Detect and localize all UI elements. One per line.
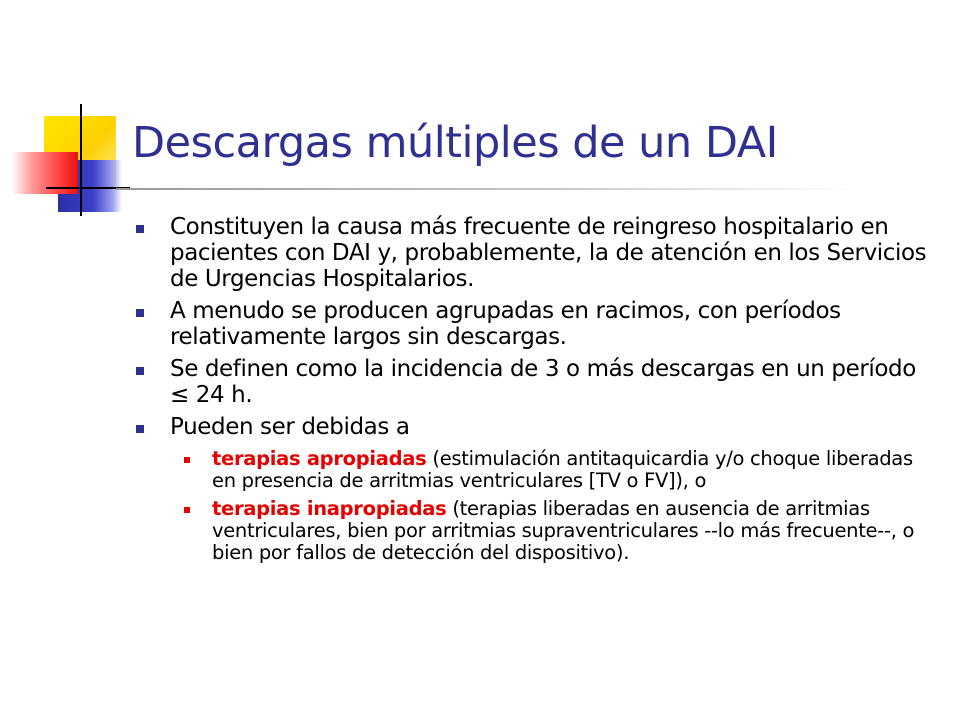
title-divider (116, 188, 856, 190)
sub-bullet-text: (estimulación antitaquicardia y/o choque liberadas en presencia de arritmias ventriculares [TV o FV]), o (212, 447, 913, 492)
bullet-text: Pueden ser debidas a (170, 414, 410, 440)
square-bullet-icon (136, 309, 144, 317)
square-bullet-icon (136, 367, 144, 375)
sub-bullet-item (176, 498, 934, 564)
bullet-text: A menudo se producen agrupadas en racimos, con períodos relativamente largos sin descargas. (170, 298, 841, 350)
highlight-term: terapias inapropiadas (212, 497, 447, 520)
bullet-item (134, 214, 934, 292)
bullet-text: Se definen como la incidencia de 3 o más descargas en un período ≤ 24 h. (170, 356, 916, 408)
square-bullet-icon (136, 425, 144, 433)
square-bullet-icon (136, 225, 144, 233)
bullet-item (134, 298, 934, 350)
bullet-text: Constituyen la causa más frecuente de reingreso hospitalario en pacientes con DAI y, probablemente, la de atención en los Servicios de Urgencias Hospitalarios. (170, 214, 927, 292)
bullet-item (134, 414, 934, 564)
highlight-term: terapias apropiadas (212, 447, 427, 470)
red-square-bullet-icon (184, 507, 190, 513)
red-square-bullet-icon (184, 457, 190, 463)
sub-bullet-item (176, 448, 934, 492)
bullet-item (134, 356, 934, 408)
sub-bullet-text: (terapias liberadas en ausencia de arritmias ventriculares, bien por arritmias supraventriculares --lo más frecuente--, o bien por fallos de detección del dispositivo). (212, 497, 915, 564)
logo-vertical-line (80, 104, 82, 216)
sub-bullet-list (176, 448, 934, 564)
slide-title: Descargas múltiples de un DAI (132, 118, 778, 168)
bullet-list (134, 214, 934, 570)
